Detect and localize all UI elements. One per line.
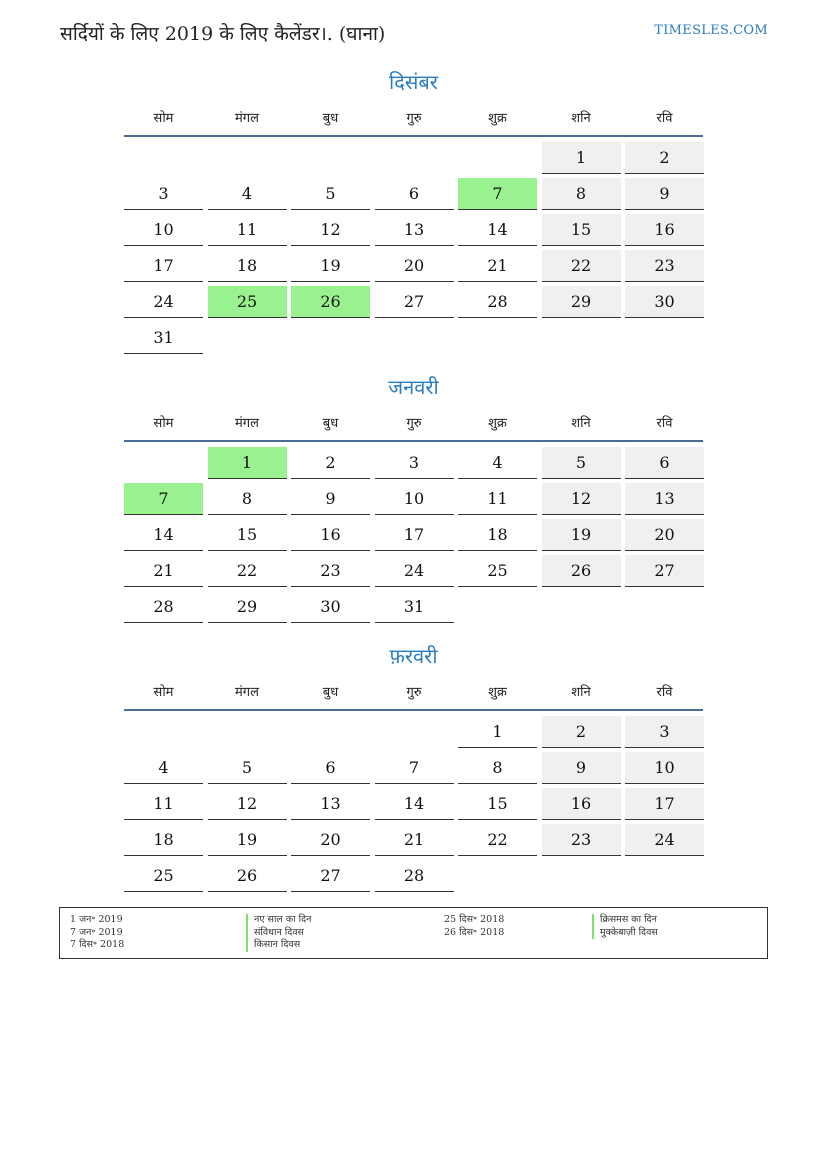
weekday-label: रवि (656, 416, 673, 431)
legend-holiday-name: क्रिसमस का दिन (592, 914, 658, 927)
day-cell: 12 (542, 483, 621, 515)
day-cell: 8 (208, 483, 287, 515)
weekday-label: रवि (656, 685, 673, 700)
day-cell: 18 (458, 519, 537, 551)
day-cell: 18 (208, 250, 287, 282)
day-cell: 30 (625, 286, 704, 318)
weekday-label: बुध (322, 685, 339, 700)
day-cell: 13 (291, 788, 370, 820)
month-name: फ़रवरी (389, 644, 438, 668)
day-cell: 13 (625, 483, 704, 515)
day-cell: 27 (625, 555, 704, 587)
day-cell: 21 (375, 824, 454, 856)
day-cell: 15 (208, 519, 287, 551)
day-cell: 14 (458, 214, 537, 246)
day-cell: 1 (208, 447, 287, 479)
day-cell: 25 (124, 860, 203, 892)
day-cell: 28 (458, 286, 537, 318)
day-cell: 14 (375, 788, 454, 820)
day-cell: 11 (458, 483, 537, 515)
day-cell: 20 (625, 519, 704, 551)
day-cell: 25 (208, 286, 287, 318)
day-cell: 27 (375, 286, 454, 318)
weekday-label: सोम (153, 685, 174, 700)
day-cell: 21 (124, 555, 203, 587)
legend-date: 7 दिस॰ 2018 (70, 939, 125, 950)
day-cell: 24 (375, 555, 454, 587)
day-cell: 24 (124, 286, 203, 318)
day-cell: 23 (542, 824, 621, 856)
legend-holiday-name: नए साल का दिन (246, 914, 311, 927)
day-cell: 20 (291, 824, 370, 856)
day-cell: 16 (542, 788, 621, 820)
legend-holiday-name: किसान दिवस (246, 939, 311, 952)
day-cell: 20 (375, 250, 454, 282)
day-cell: 31 (124, 322, 203, 354)
weekday-label: बुध (322, 416, 339, 431)
legend-names-left (246, 914, 311, 952)
day-cell: 6 (375, 178, 454, 210)
header-rule (124, 709, 703, 711)
weekday-label: बुध (322, 111, 339, 126)
day-cell: 16 (291, 519, 370, 551)
weekday-label: मंगल (235, 111, 259, 126)
brand-link[interactable]: TIMESLES.COM (654, 23, 768, 38)
header-rule (124, 135, 703, 137)
day-cell: 18 (124, 824, 203, 856)
weekday-label: शुक्र (488, 111, 507, 126)
day-cell: 24 (625, 824, 704, 856)
day-cell: 12 (291, 214, 370, 246)
day-cell: 3 (124, 178, 203, 210)
day-cell: 19 (208, 824, 287, 856)
day-cell: 1 (542, 142, 621, 174)
weekday-header (124, 108, 703, 128)
day-cell: 5 (291, 178, 370, 210)
day-cell: 21 (458, 250, 537, 282)
day-cell: 1 (458, 716, 537, 748)
page-title: सर्दियों के लिए 2019 के लिए कैलेंडर।. (घाना) (60, 23, 386, 45)
weekday-label: सोम (153, 111, 174, 126)
day-cell: 3 (375, 447, 454, 479)
day-cell: 4 (208, 178, 287, 210)
day-cell: 22 (542, 250, 621, 282)
day-cell: 8 (542, 178, 621, 210)
day-cell: 5 (208, 752, 287, 784)
day-cell: 23 (625, 250, 704, 282)
weekday-label: रवि (656, 111, 673, 126)
legend-date: 1 जन॰ 2019 (70, 914, 123, 925)
weekday-label: सोम (153, 416, 174, 431)
day-cell: 10 (375, 483, 454, 515)
day-cell: 16 (625, 214, 704, 246)
legend-holiday-name: मुक्केबाज़ी दिवस (592, 927, 658, 940)
legend-date: 7 जन॰ 2019 (70, 926, 123, 938)
day-cell: 10 (124, 214, 203, 246)
day-cell: 11 (208, 214, 287, 246)
day-cell: 26 (208, 860, 287, 892)
legend-date: 26 दिस॰ 2018 (444, 926, 505, 938)
day-cell: 15 (458, 788, 537, 820)
day-cell: 23 (291, 555, 370, 587)
day-cell: 4 (458, 447, 537, 479)
day-cell: 5 (542, 447, 621, 479)
day-cell: 17 (625, 788, 704, 820)
weekday-label: मंगल (235, 685, 259, 700)
day-cell: 28 (124, 591, 203, 623)
day-cell: 17 (124, 250, 203, 282)
day-cell: 9 (291, 483, 370, 515)
legend-dates-left (70, 914, 124, 952)
month-name: जनवरी (388, 375, 439, 399)
weekday-label: शुक्र (488, 685, 507, 700)
weekday-label: गुरु (406, 111, 422, 126)
day-cell: 27 (291, 860, 370, 892)
day-cell: 25 (458, 555, 537, 587)
day-cell: 8 (458, 752, 537, 784)
day-cell: 22 (208, 555, 287, 587)
weekday-label: शनि (571, 111, 591, 126)
day-cell: 31 (375, 591, 454, 623)
day-cell: 28 (375, 860, 454, 892)
legend-dates-right (444, 914, 504, 939)
day-cell: 7 (124, 483, 203, 515)
header-rule (124, 440, 703, 442)
day-cell: 13 (375, 214, 454, 246)
day-cell: 9 (625, 178, 704, 210)
day-cell: 19 (291, 250, 370, 282)
weekday-label: शुक्र (488, 416, 507, 431)
day-cell: 26 (542, 555, 621, 587)
legend-date: 25 दिस॰ 2018 (444, 914, 505, 925)
day-cell: 17 (375, 519, 454, 551)
day-cell: 12 (208, 788, 287, 820)
day-cell: 2 (291, 447, 370, 479)
weekday-label: गुरु (406, 685, 422, 700)
month-name: दिसंबर (389, 70, 438, 94)
day-cell: 2 (542, 716, 621, 748)
day-cell: 4 (124, 752, 203, 784)
weekday-header (124, 682, 703, 702)
holiday-legend (59, 907, 768, 959)
day-cell: 29 (542, 286, 621, 318)
day-cell: 22 (458, 824, 537, 856)
day-cell: 7 (458, 178, 537, 210)
day-cell: 7 (375, 752, 454, 784)
legend-names-right (592, 914, 658, 939)
day-cell: 14 (124, 519, 203, 551)
weekday-label: शनि (571, 416, 591, 431)
day-cell: 19 (542, 519, 621, 551)
day-cell: 2 (625, 142, 704, 174)
day-cell: 30 (291, 591, 370, 623)
weekday-label: मंगल (235, 416, 259, 431)
day-cell: 11 (124, 788, 203, 820)
day-cell: 3 (625, 716, 704, 748)
day-cell: 26 (291, 286, 370, 318)
weekday-header (124, 413, 703, 433)
day-cell: 10 (625, 752, 704, 784)
weekday-label: शनि (571, 685, 591, 700)
day-cell: 15 (542, 214, 621, 246)
legend-holiday-name: संविधान दिवस (246, 927, 311, 940)
day-cell: 9 (542, 752, 621, 784)
day-cell: 29 (208, 591, 287, 623)
day-cell: 6 (291, 752, 370, 784)
weekday-label: गुरु (406, 416, 422, 431)
day-cell: 6 (625, 447, 704, 479)
